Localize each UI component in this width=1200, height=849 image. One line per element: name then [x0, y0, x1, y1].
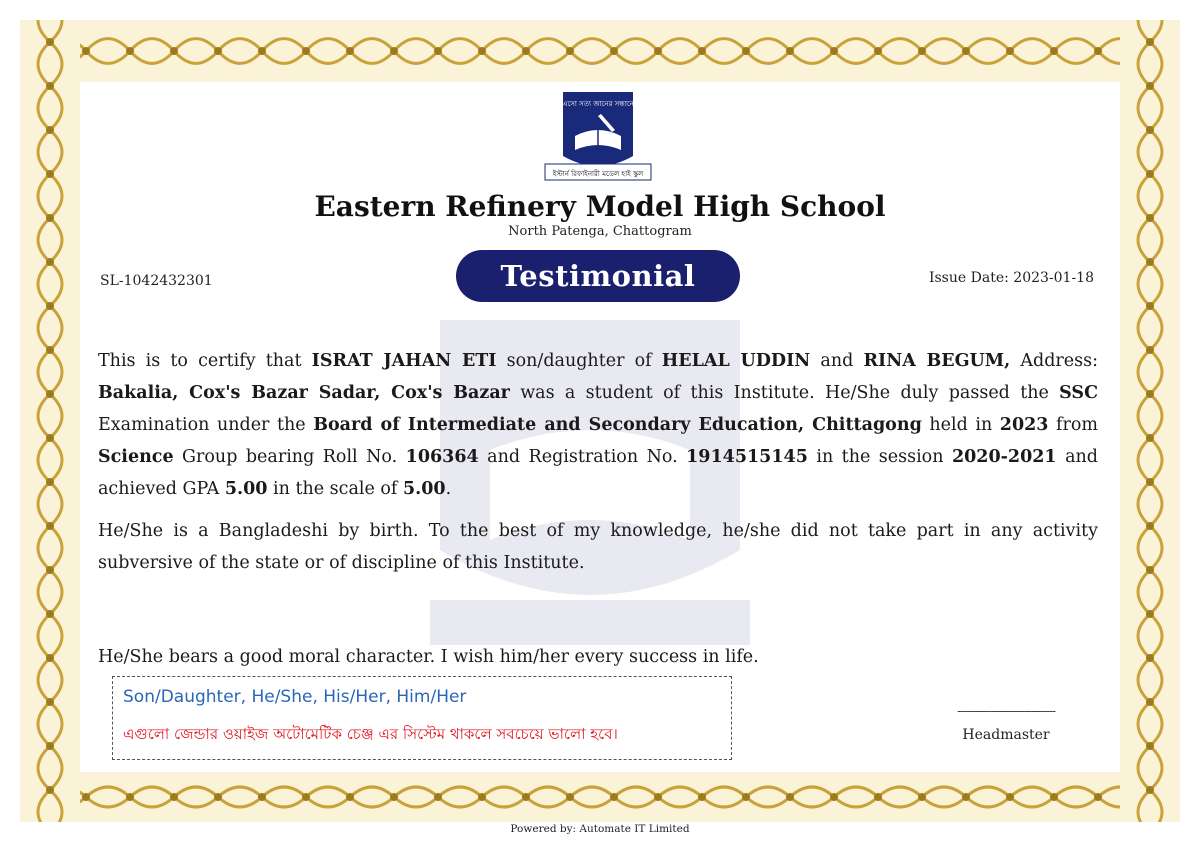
text-fragment: Examination under the — [98, 415, 314, 435]
father-name: HELAL UDDIN — [661, 351, 811, 371]
text-fragment: held in — [921, 415, 1000, 435]
note-english: Son/Daughter, He/She, His/Her, Him/Her — [123, 687, 467, 707]
registration-number: 1914515145 — [686, 447, 808, 467]
text-fragment: Address: — [1010, 351, 1099, 371]
student-name: ISRAT JAHAN ETI — [311, 351, 497, 371]
school-logo — [543, 88, 653, 186]
text-fragment: in the scale of — [267, 479, 403, 499]
text-fragment: and — [810, 351, 864, 371]
group-name: Science — [98, 447, 174, 467]
logo-school-name-bn: ইস্টার্ন রিফাইনারী মডেল হাই স্কুল — [552, 170, 644, 178]
border-pattern-left — [20, 20, 80, 822]
text-fragment: Group bearing Roll No. — [173, 447, 406, 467]
exam-year: 2023 — [999, 415, 1049, 435]
text-fragment: was a student of this Institute. He/She duly passed the — [509, 383, 1060, 403]
board-name: Board of Intermediate and Secondary Education, Chittagong — [313, 415, 922, 435]
text-fragment: . — [445, 479, 452, 499]
border-pattern-bottom — [20, 772, 1180, 822]
document-title: Testimonial — [456, 250, 740, 302]
paragraph-1 — [98, 345, 1098, 505]
note-box — [112, 676, 732, 760]
text-fragment: in the session — [807, 447, 952, 467]
certificate-text — [98, 345, 1098, 589]
mother-name: RINA BEGUM, — [863, 351, 1011, 371]
issue-date — [929, 270, 1094, 286]
issue-date-value: 2023-01-18 — [1013, 270, 1094, 286]
roll-number: 106364 — [405, 447, 479, 467]
border-pattern-top — [20, 20, 1180, 82]
serial-number: SL-1042432301 — [100, 273, 213, 289]
signature-line: -------------------------------- — [957, 704, 1055, 718]
text-fragment: and achieved GPA — [98, 447, 1098, 499]
session: 2020-2021 — [951, 447, 1057, 467]
signature-title: Headmaster — [962, 727, 1050, 743]
text-fragment: from — [1048, 415, 1099, 435]
gpa-scale: 5.00 — [402, 479, 446, 499]
text-fragment: and Registration No. — [478, 447, 687, 467]
text-fragment: This is to certify that — [98, 351, 312, 371]
gold-border-bottom — [20, 772, 1180, 822]
gold-border-left — [20, 20, 80, 822]
issue-date-label: Issue Date: — [928, 270, 1009, 286]
exam-name: SSC — [1059, 383, 1098, 403]
gpa: 5.00 — [224, 479, 268, 499]
paragraph-2: He/She is a Bangladeshi by birth. To the best of my knowledge, he/she did not take part in any activity subversive of the state or of discipline of this Institute. — [98, 521, 1098, 573]
border-pattern-right — [1120, 20, 1180, 822]
powered-by: Powered by: Automate IT Limited — [510, 823, 690, 835]
student-address: Bakalia, Cox's Bazar Sadar, Cox's Bazar — [98, 383, 510, 403]
text-fragment: son/daughter of — [496, 351, 662, 371]
closing-statement: He/She bears a good moral character. I wish him/her every success in life. — [98, 647, 759, 667]
gold-border-right — [1120, 20, 1180, 822]
logo-motto: এসো সত্য জানের সন্ধানে — [562, 100, 634, 108]
note-bangla: এগুলো জেন্ডার ওয়াইজ অটোমেটিক চেঞ্জ এর সিস্টেম থাকলে সবচেয়ে ভালো হবে। — [123, 725, 618, 743]
school-address: North Patenga, Chattogram — [508, 224, 692, 239]
school-name: Eastern Refinery Model High School — [314, 190, 886, 223]
gold-border-top — [20, 20, 1180, 82]
